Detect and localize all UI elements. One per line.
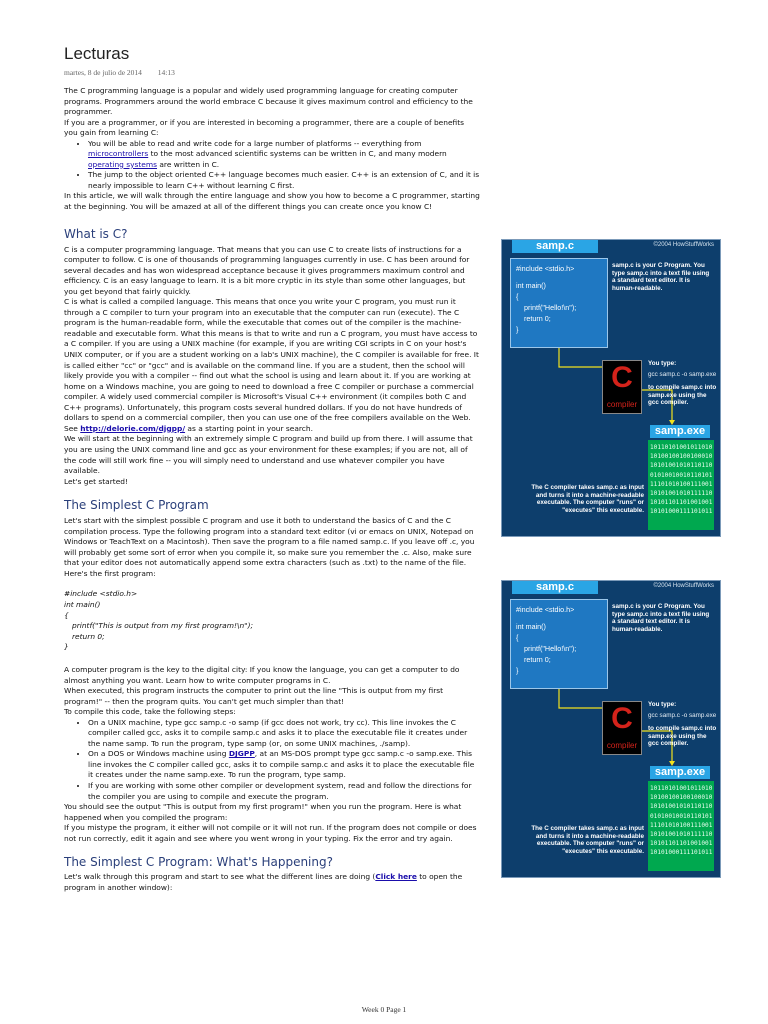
binary-line: 10101001010111110	[650, 831, 713, 839]
intro-paragraph: In this article, we will walk through the entire language and show you how to become a C programmer, starting at the beginning. You will be amazed at all of the different things you can create once you know C!	[64, 191, 480, 212]
binary-line: 10100100100100010	[650, 453, 713, 461]
code-line: {	[516, 633, 519, 642]
click-here-link[interactable]: Click here	[375, 872, 417, 882]
section-heading-what-is-c: What is C?	[64, 226, 128, 241]
compile-note: to compile samp.c into samp.exe using the gcc compiler.	[648, 725, 717, 747]
page-time: 14:13	[157, 68, 175, 77]
code-line: int main()	[516, 622, 546, 631]
you-type-label: You type:	[648, 360, 677, 367]
code-block	[64, 589, 480, 653]
list-item: • On a UNIX machine, type gcc samp.c -o samp (if gcc does not work, try cc). This line invokes the C compiler called gcc, asks it to compile samp.c and asks it to place the executable file it creates under the name samp. To run the program, type samp (or, on some UNIX machines, ./samp).	[88, 718, 480, 750]
operating-systems-link[interactable]: operating systems	[88, 159, 158, 169]
list-item: • If you are working with some other compiler or development system, read and follow the directions for the compiler you are using to compile and execute the program.	[88, 781, 480, 802]
list-text: , at an MS-DOS prompt type gcc samp.c -o samp.exe. This line invokes the C compiler called gcc, asks it to compile samp.c and asks it to place the executable file it creates under the name samp.exe. To run the program, type samp.	[88, 749, 475, 780]
compiler-note: The C compiler takes samp.c as input and turns it into a machine-readable executable. The computer "runs" or "executes" this executable.	[531, 484, 644, 514]
arrow-line	[559, 689, 602, 708]
code-line: return 0;	[524, 655, 551, 664]
binary-line: 01010010010110101	[650, 471, 713, 479]
code-line: return 0;	[524, 314, 551, 323]
binary-line: 11101010100111001	[650, 821, 713, 829]
code-line: printf("This is output from my first program!\n");	[72, 621, 253, 631]
binary-line: 10100100100100010	[650, 794, 713, 802]
list-item: • The jump to the object oriented C++ language becomes much easier. C++ is an extension of C, and it is nearly impossible to learn C++ without learning C first.	[88, 170, 480, 191]
code-line: int main()	[516, 281, 546, 290]
djgpp-url-link[interactable]: http://delorie.com/djgpp/	[80, 423, 186, 433]
command-text: gcc samp.c -o samp.exe	[648, 371, 717, 378]
body-paragraph	[64, 297, 480, 434]
code-line: printf("Hello!\n");	[524, 303, 577, 312]
body-paragraph: A computer program is the key to the digital city: If you know the language, you can get a computer to do almost anything you want. Learn how to write computer programs in C.	[64, 664, 460, 685]
body-paragraph: C is a computer programming language. That means that you can use C to create lists of instructions for a computer to follow. C is one of thousands of programming languages currently in use. C has been around for several decades and has won widespread acceptance because it gives programmers maximum control and efficiency. C is an easy language to learn. It is a bit more cryptic in its style than some other languages, but you get beyond that fairly quickly.	[64, 244, 470, 296]
binary-line: 10101101101001001	[650, 840, 713, 848]
compiler-note: The C compiler takes samp.c as input and turns it into a machine-readable executable. The computer "runs" or "executes" this executable.	[531, 825, 644, 855]
binary-line: 10101001010110110	[650, 803, 713, 811]
benefits-list	[64, 139, 480, 192]
intro-paragraph: The C programming language is a popular and widely used programming language for creating computer programs. Programmers around the world embrace C because it gives maximum control and efficiency to the programmer.	[64, 86, 473, 117]
body-text: C is what is called a compiled language. This means that once you write your C program, you must run it through a C compiler to turn your program into an executable that the computer can run (execute). The C program is the human-readable form, while the executable that comes out of the compiler is the machine-readable and executable form. What this means is that to write and run a C program, you must have access to a C compiler. If you are using a UNIX machine (for example, if you are writing CGI scripts in C on your host's UNIX computer, or if you are a student working on a lab's UNIX machine), the C compiler is available for free. It is called either "cc" or "gcc" and is available on the command line. If you are a student, then the school will likely provide you with a compiler -- find out what the school is using and learn about it. If you are working at home on a Windows machine, you are going to need to download a free C compiler or purchase a commercial compiler. A widely used commercial compiler is Microsoft's Visual C++ environment (it compiles both C and C++ programs). Unfortunately, this program costs several hundred dollars. If you do not have hundreds of dollars to spend on a commercial compiler, then you can use one of the free compilers available on the Web. See	[64, 297, 479, 433]
samp-c-note: samp.c is your C Program. You type samp.c into a text file using a standard text editor. It is human-readable.	[612, 262, 710, 292]
body-paragraph: To compile this code, take the following steps:	[64, 707, 236, 717]
chip-letter: C	[611, 702, 633, 735]
chip-letter: C	[611, 361, 633, 394]
page-title: Lecturas	[64, 44, 130, 63]
binary-box	[648, 440, 714, 530]
chip-label: compiler	[606, 741, 638, 750]
code-line: }	[516, 325, 519, 334]
microcontrollers-link[interactable]: microcontrollers	[88, 149, 149, 159]
copyright-text: ©2004 HowStuffWorks	[653, 583, 714, 589]
body-text: to open the program in another window):	[64, 872, 463, 892]
page-footer: Week 0 Page 1	[361, 1005, 407, 1014]
body-paragraph: Let's start with the simplest possible C program and use it both to understand the basics of C and the C compilation process. Type the following program into a standard text editor (vi or emacs on UNIX, Notepad on Windows or TeachText on a Macintosh). Then save the program to a file named samp.c. If you leave off .c, you will probably get some sort of error when you compile it, so make sure you remember the .c. Also, make sure that your editor does not automatically append some extra characters (such as .txt) to the name of the file. Here's the first program:	[64, 516, 475, 578]
code-line: {	[64, 610, 69, 620]
compiler-chip	[602, 701, 642, 755]
arrow-line	[559, 348, 602, 367]
samp-exe-tab: samp.exe	[650, 766, 710, 779]
list-item	[88, 139, 480, 171]
code-line: }	[516, 666, 519, 675]
body-paragraph: When executed, this program instructs the computer to print out the line "This is output from my first program!" -- then the program quits. You can't get much simpler than that!	[64, 686, 444, 706]
compile-diagram	[501, 239, 721, 537]
body-paragraph: If you mistype the program, it either will not compile or it will not run. If the program does not compile or does not run correctly, edit it again and see where you went wrong in your typing. Fix the error and try again.	[64, 823, 477, 843]
list-text: On a DOS or Windows machine using	[88, 749, 229, 759]
body-text: Let's walk through this program and start to see what the different lines are doing (	[64, 872, 376, 882]
binary-line: 01010010010110101	[650, 812, 713, 820]
list-item	[88, 749, 480, 781]
compile-diagram	[501, 580, 721, 878]
article-body	[64, 86, 480, 893]
body-text: as a starting point in your search.	[185, 423, 313, 433]
you-type-label: You type:	[648, 701, 677, 708]
binary-line: 10101000111101011	[650, 508, 713, 516]
chip-label: compiler	[606, 400, 638, 409]
compile-note: to compile samp.c into samp.exe using the gcc compiler.	[648, 384, 717, 406]
list-text: to the most advanced scientific systems can be written in C, and many modern	[148, 149, 447, 159]
code-line: return 0;	[72, 631, 105, 641]
samp-c-tab: samp.c	[512, 581, 598, 594]
list-text: You will be able to read and write code for a large number of platforms -- everything from	[88, 138, 422, 148]
samp-c-tab: samp.c	[512, 240, 598, 253]
section-heading-simplest: The Simplest C Program	[64, 498, 209, 513]
intro-paragraph: If you are a programmer, or if you are interested in becoming a programmer, there are a couple of benefits you gain from learning C:	[64, 117, 465, 138]
body-paragraph: You should see the output "This is output from my first program!" when you run the program. Here is what happened when you compiled the program:	[64, 802, 462, 822]
code-line: #include <stdio.h>	[516, 605, 575, 614]
code-line: {	[516, 292, 519, 301]
section-heading-happening: The Simplest C Program: What's Happening?	[64, 855, 333, 870]
binary-box	[648, 781, 714, 871]
body-paragraph: Let's get started!	[64, 476, 128, 486]
binary-line: 10101101101001001	[650, 499, 713, 507]
diagram-code-box	[510, 258, 608, 348]
code-line: printf("Hello!\n");	[524, 644, 577, 653]
binary-line: 10110101001011010	[650, 444, 713, 451]
binary-line: 10101001010111110	[650, 490, 713, 498]
djgpp-link[interactable]: DJGPP	[228, 749, 255, 759]
code-line: }	[64, 642, 69, 652]
code-line: #include <stdio.h>	[516, 264, 575, 273]
samp-c-note: samp.c is your C Program. You type samp.c into a text file using a standard text editor. It is human-readable.	[612, 603, 710, 633]
binary-line: 10110101001011010	[650, 785, 713, 792]
command-text: gcc samp.c -o samp.exe	[648, 712, 717, 719]
binary-line: 10101001010110110	[650, 462, 713, 470]
compiler-chip	[602, 360, 642, 414]
page-date: martes, 8 de julio de 2014	[64, 68, 142, 77]
body-paragraph: We will start at the beginning with an extremely simple C program and build up from there. I will assume that you are using the UNIX command line and gcc as your environment for these examples; if you are not, all of the code will still work fine -- you will simply need to understand and use whatever compiler you have available.	[64, 434, 473, 476]
binary-line: 10101000111101011	[650, 849, 713, 857]
copyright-text: ©2004 HowStuffWorks	[653, 242, 714, 248]
list-text: are written in C.	[157, 159, 220, 169]
body-paragraph	[64, 872, 480, 893]
compile-steps-list	[64, 718, 480, 802]
page-meta	[64, 68, 189, 77]
diagram-code-box	[510, 599, 608, 689]
code-line: #include <stdio.h>	[64, 589, 138, 599]
code-line: int main()	[64, 600, 101, 610]
samp-exe-tab: samp.exe	[650, 425, 710, 438]
binary-line: 11101010100111001	[650, 480, 713, 488]
